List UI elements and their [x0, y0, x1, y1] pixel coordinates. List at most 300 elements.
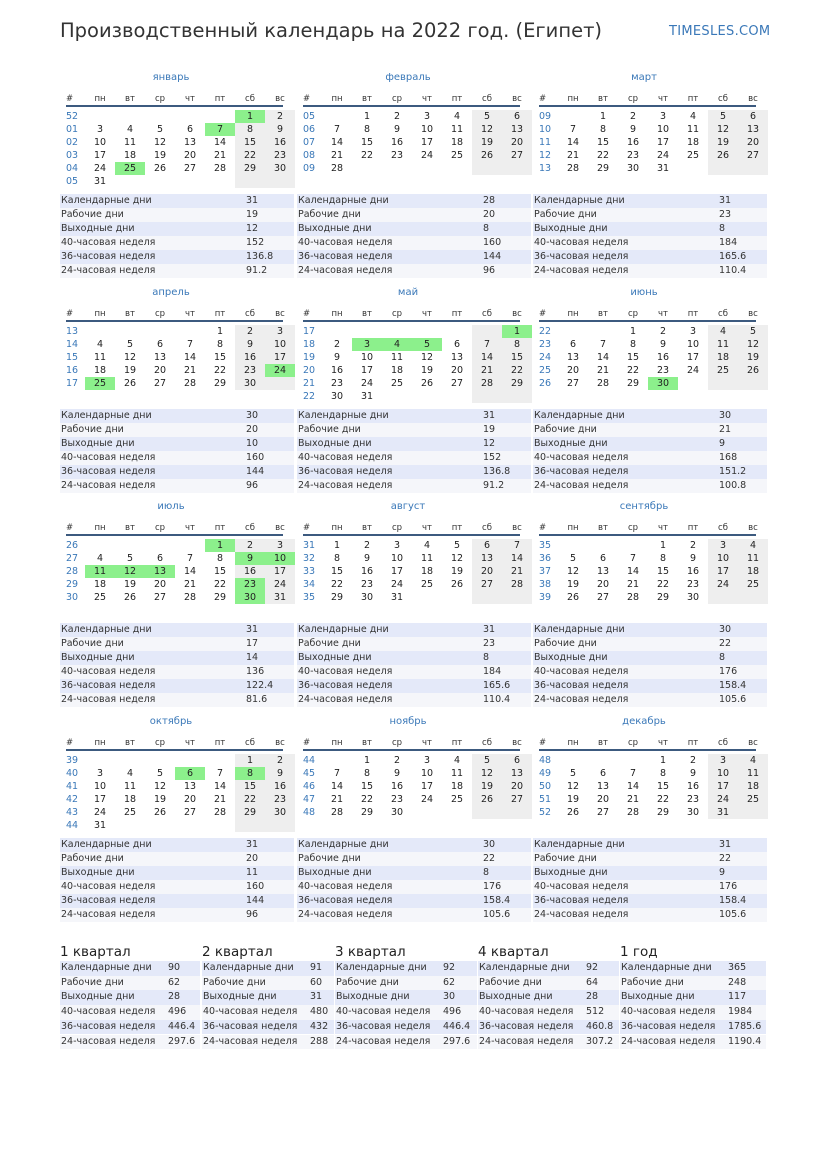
weekday-header: вс: [748, 523, 758, 533]
stat-label: Календарные дни: [298, 624, 389, 635]
day-cell: 5: [569, 768, 577, 779]
quarter-stat-row: [620, 976, 766, 991]
stat-value: 152: [483, 452, 502, 463]
day-cell: 1: [599, 111, 607, 122]
quarter-stat-label: Рабочие дни: [203, 976, 266, 988]
day-cell: 7: [472, 338, 502, 351]
weekday-header: пт: [451, 523, 463, 533]
stat-row: [297, 651, 531, 665]
day-cell: 11: [123, 781, 137, 792]
stat-value: 184: [483, 666, 502, 677]
day-cell: 14: [183, 352, 197, 363]
weekday-header: ср: [154, 523, 166, 533]
day-cell: 22: [656, 794, 670, 805]
quarter-stat-label: 40-часовая неделя: [336, 1006, 431, 1018]
day-cell: 14: [330, 781, 344, 792]
empty-day: [412, 390, 442, 403]
week-row: [539, 754, 756, 767]
month-name: июль: [157, 501, 185, 512]
day-cell: 23: [686, 579, 700, 590]
week-number: 39: [539, 592, 552, 603]
week-number: 17: [303, 326, 316, 337]
day-cell: 2: [265, 754, 295, 767]
weekday-header-row: [303, 93, 520, 107]
weekday-header: вт: [362, 738, 372, 748]
stat-value: 168: [719, 452, 738, 463]
quarter-stat-label: Рабочие дни: [61, 976, 124, 988]
weekday-header: пн: [94, 94, 106, 104]
day-cell: 12: [153, 781, 167, 792]
stat-row: [533, 665, 767, 679]
stat-value: 158.4: [483, 895, 511, 906]
day-cell: 29: [235, 806, 265, 819]
quarter-stat-label: Календарные дни: [61, 962, 152, 973]
day-cell: 25: [738, 793, 768, 806]
week-row: [66, 806, 287, 819]
day-cell: 13: [738, 123, 768, 136]
day-cell: 17: [360, 365, 374, 376]
stat-value: 19: [246, 209, 259, 220]
week-number: 35: [303, 592, 316, 603]
day-cell: 20: [566, 365, 580, 376]
stat-label: Рабочие дни: [298, 853, 361, 864]
day-cell: 28: [626, 807, 640, 818]
quarter-stat-label: 36-часовая неделя: [61, 1020, 156, 1032]
stat-value: 30: [719, 410, 732, 421]
stat-value: 100.8: [719, 480, 747, 491]
week-number-header: #: [303, 309, 311, 319]
weekday-header: ср: [627, 309, 639, 319]
quarter-stat-row: [478, 961, 619, 976]
weekday-header: чт: [422, 309, 432, 319]
stat-value: 20: [246, 424, 259, 435]
week-row: [66, 767, 283, 780]
week-number: 33: [303, 566, 316, 577]
stat-row: [297, 222, 531, 236]
week-row: [303, 325, 520, 338]
weekday-header: ср: [154, 94, 166, 104]
stat-value: 22: [719, 853, 732, 864]
day-cell: 18: [420, 566, 434, 577]
weekday-header: сб: [245, 523, 255, 533]
week-number: 18: [303, 339, 316, 350]
week-number: 05: [303, 111, 316, 122]
month-name: сентябрь: [619, 501, 669, 512]
stat-value: 105.6: [719, 694, 747, 705]
day-cell: 19: [472, 136, 502, 149]
day-cell: 8: [599, 124, 607, 135]
day-cell: 9: [265, 123, 295, 136]
week-number: 47: [303, 794, 316, 805]
empty-day: [412, 162, 442, 175]
stat-row: [60, 409, 294, 423]
week-row: [303, 591, 520, 604]
day-cell: 16: [390, 781, 404, 792]
day-cell: 8: [363, 124, 371, 135]
day-cell: 12: [566, 781, 580, 792]
stat-label: 40-часовая неделя: [534, 452, 629, 463]
empty-day: [382, 325, 412, 338]
week-row: [66, 136, 287, 149]
quarter-stat-label: 40-часовая неделя: [479, 1006, 574, 1018]
day-cell: 31: [360, 391, 374, 402]
empty-day: [205, 175, 235, 188]
day-cell: 3: [708, 539, 738, 552]
day-cell: 16: [360, 566, 374, 577]
stat-row: [533, 637, 767, 651]
weekday-header: пн: [567, 94, 579, 104]
quarter-stat-value: 31: [310, 991, 323, 1003]
empty-day: [442, 591, 472, 604]
day-cell: 16: [390, 137, 404, 148]
day-cell: 19: [708, 136, 738, 149]
weekday-header: ср: [627, 738, 639, 748]
day-cell: 17: [420, 137, 434, 148]
week-row: [303, 806, 520, 819]
day-cell: 6: [156, 553, 164, 564]
stat-value: 30: [719, 624, 732, 635]
weekday-header: пн: [94, 738, 106, 748]
month-name: декабрь: [622, 716, 666, 727]
day-cell: 15: [235, 780, 265, 793]
day-cell: 9: [333, 352, 341, 363]
week-row: [66, 565, 287, 578]
day-cell: 22: [213, 579, 227, 590]
week-number: 07: [303, 137, 316, 148]
empty-day: [738, 806, 768, 819]
day-cell: 29: [656, 592, 670, 603]
day-cell: 7: [333, 768, 341, 779]
day-cell: 8: [216, 553, 224, 564]
quarter-stat-value: 90: [168, 962, 181, 973]
week-row: [66, 539, 283, 552]
day-cell: 25: [390, 378, 404, 389]
stat-row: [297, 894, 531, 908]
day-cell: 3: [393, 540, 401, 551]
stat-row: [60, 250, 294, 264]
day-cell: 16: [235, 565, 265, 578]
stat-label: 24-часовая неделя: [61, 265, 156, 276]
day-cell: 12: [450, 553, 464, 564]
week-number: 12: [539, 150, 552, 161]
stat-label: 40-часовая неделя: [61, 452, 156, 463]
day-cell: 4: [453, 111, 461, 122]
weekday-header: ср: [627, 523, 639, 533]
day-cell: 4: [423, 540, 431, 551]
quarter-stat-row: [60, 1020, 200, 1035]
day-cell: 6: [599, 553, 607, 564]
day-cell: 25: [708, 364, 738, 377]
day-cell: 24: [686, 365, 700, 376]
stat-label: 24-часовая неделя: [61, 909, 156, 920]
quarter-stat-value: 117: [728, 991, 747, 1003]
day-cell: 6: [186, 124, 194, 135]
weekday-header: ср: [391, 94, 403, 104]
stat-label: 40-часовая неделя: [61, 666, 156, 677]
week-number: 10: [539, 124, 552, 135]
stat-label: Выходные дни: [534, 652, 608, 663]
empty-day: [678, 162, 708, 175]
stat-row: [60, 651, 294, 665]
empty-day: [322, 110, 352, 123]
week-number: 36: [539, 553, 552, 564]
stat-value: 105.6: [483, 909, 511, 920]
empty-day: [502, 390, 532, 403]
week-row: [539, 136, 760, 149]
stat-label: 40-часовая неделя: [298, 666, 393, 677]
week-row: [539, 591, 756, 604]
stat-label: Рабочие дни: [61, 209, 124, 220]
day-cell: 20: [502, 136, 532, 149]
day-cell: 18: [93, 579, 107, 590]
day-cell: 2: [333, 339, 341, 350]
day-cell: 4: [689, 111, 697, 122]
empty-day: [175, 819, 205, 832]
week-number: 21: [303, 378, 316, 389]
week-row: [66, 578, 287, 591]
day-cell: 8: [363, 768, 371, 779]
weekday-header: вт: [598, 523, 608, 533]
quarter-stat-value: 1984: [728, 1006, 753, 1018]
empty-day: [265, 819, 295, 832]
day-cell: 28: [330, 807, 344, 818]
day-cell: 31: [93, 176, 107, 187]
day-cell: 3: [96, 768, 104, 779]
day-cell: 20: [472, 565, 502, 578]
day-cell: 16: [330, 365, 344, 376]
weekday-header: пт: [451, 309, 463, 319]
day-cell: 6: [453, 339, 461, 350]
empty-day: [442, 390, 472, 403]
week-row: [539, 351, 760, 364]
holiday-day: 25: [115, 162, 145, 175]
stat-label: 36-часовая неделя: [534, 251, 629, 262]
weekday-header: пт: [687, 309, 699, 319]
day-cell: 26: [472, 149, 502, 162]
stat-value: 176: [483, 881, 502, 892]
week-number: 13: [66, 326, 79, 337]
day-cell: 12: [738, 338, 768, 351]
weekday-header: чт: [658, 523, 668, 533]
empty-day: [115, 754, 145, 767]
week-number: 51: [539, 794, 552, 805]
quarter-stat-row: [335, 976, 477, 991]
quarter-stat-label: Выходные дни: [203, 991, 277, 1003]
week-row: [539, 793, 760, 806]
week-row: [303, 110, 520, 123]
day-cell: 7: [186, 339, 194, 350]
stat-label: Выходные дни: [61, 652, 135, 663]
day-cell: 7: [333, 124, 341, 135]
weekday-header-row: [539, 93, 756, 107]
week-number: 26: [66, 540, 79, 551]
stat-value: 151.2: [719, 466, 747, 477]
empty-day: [175, 325, 205, 338]
day-cell: 11: [420, 553, 434, 564]
day-cell: 3: [96, 124, 104, 135]
stat-label: Рабочие дни: [61, 638, 124, 649]
empty-day: [618, 539, 648, 552]
weekday-header: пн: [567, 738, 579, 748]
week-number: 44: [66, 820, 79, 831]
weekday-header: пн: [567, 523, 579, 533]
day-cell: 9: [393, 768, 401, 779]
weekday-header: чт: [422, 738, 432, 748]
day-cell: 17: [708, 780, 738, 793]
week-row: [66, 780, 287, 793]
weekday-header: ср: [154, 309, 166, 319]
empty-day: [382, 390, 412, 403]
day-cell: 21: [213, 150, 227, 161]
quarter-stat-value: 365: [728, 962, 747, 973]
stat-value: 23: [483, 638, 496, 649]
day-cell: 24: [93, 163, 107, 174]
weekday-header: вс: [275, 523, 285, 533]
holiday-day: 13: [145, 565, 175, 578]
day-cell: 1: [363, 111, 371, 122]
stat-value: 31: [246, 624, 259, 635]
site-link[interactable]: TIMESLES.COM: [669, 24, 771, 39]
week-row: [66, 819, 283, 832]
day-cell: 2: [689, 755, 697, 766]
weekday-header-row: [66, 522, 283, 536]
day-cell: 24: [265, 578, 295, 591]
day-cell: 18: [738, 780, 768, 793]
day-cell: 23: [235, 364, 265, 377]
day-cell: 4: [96, 339, 104, 350]
week-row: [303, 780, 524, 793]
day-cell: 11: [738, 767, 768, 780]
stat-row: [60, 679, 294, 693]
stat-value: 144: [483, 251, 502, 262]
quarter-stat-row: [620, 1005, 766, 1020]
day-cell: 2: [629, 111, 637, 122]
empty-day: [205, 754, 235, 767]
quarter-stat-value: 64: [586, 976, 599, 988]
week-row: [303, 149, 524, 162]
day-cell: 30: [265, 806, 295, 819]
day-cell: 24: [420, 794, 434, 805]
day-cell: 25: [420, 579, 434, 590]
day-cell: 29: [502, 377, 532, 390]
quarter-stat-value: 307.2: [586, 1035, 614, 1047]
stat-row: [533, 409, 767, 423]
day-cell: 12: [566, 566, 580, 577]
weekday-header: вт: [362, 523, 372, 533]
week-row: [539, 123, 760, 136]
week-row: [66, 123, 283, 136]
stat-label: Выходные дни: [298, 867, 372, 878]
quarter-stat-label: Выходные дни: [336, 991, 410, 1003]
day-cell: 4: [738, 754, 768, 767]
day-cell: 31: [93, 820, 107, 831]
stat-value: 31: [483, 410, 496, 421]
stat-label: 40-часовая неделя: [298, 237, 393, 248]
week-number: 35: [539, 540, 552, 551]
day-cell: 31: [265, 591, 295, 604]
day-cell: 21: [213, 794, 227, 805]
stat-row: [533, 236, 767, 250]
weekday-header-row: [66, 93, 283, 107]
stat-value: 8: [483, 223, 490, 234]
day-cell: 24: [708, 578, 738, 591]
quarter-stat-row: [60, 976, 200, 991]
week-number: 26: [539, 378, 552, 389]
stat-value: 96: [246, 480, 259, 491]
empty-day: [175, 539, 205, 552]
stat-row: [297, 665, 531, 679]
day-cell: 22: [596, 150, 610, 161]
empty-day: [442, 325, 472, 338]
day-cell: 7: [186, 553, 194, 564]
week-number: 45: [303, 768, 316, 779]
empty-day: [175, 110, 205, 123]
empty-day: [472, 591, 502, 604]
stat-row: [60, 894, 294, 908]
stat-label: Календарные дни: [298, 410, 389, 421]
stat-row: [60, 665, 294, 679]
week-number: 52: [66, 111, 79, 122]
quarter-stat-row: [60, 961, 200, 976]
quarter-stat-row: [478, 1020, 619, 1035]
day-cell: 19: [566, 579, 580, 590]
empty-day: [588, 325, 618, 338]
day-cell: 8: [333, 553, 341, 564]
stat-label: 24-часовая неделя: [298, 694, 393, 705]
empty-day: [502, 162, 532, 175]
week-row: [66, 552, 287, 565]
day-cell: 28: [596, 378, 610, 389]
day-cell: 22: [235, 793, 265, 806]
quarter-stat-label: Календарные дни: [203, 962, 294, 973]
day-cell: 10: [93, 781, 107, 792]
stat-value: 31: [719, 195, 732, 206]
day-cell: 4: [126, 124, 134, 135]
day-cell: 19: [153, 794, 167, 805]
week-row: [539, 149, 760, 162]
day-cell: 12: [123, 352, 137, 363]
stat-value: 122.4: [246, 680, 274, 691]
day-cell: 16: [626, 137, 640, 148]
week-row: [303, 754, 520, 767]
stat-value: 9: [719, 438, 726, 449]
day-cell: 29: [330, 592, 344, 603]
stat-label: Выходные дни: [61, 867, 135, 878]
day-cell: 24: [420, 150, 434, 161]
stat-row: [533, 679, 767, 693]
stat-row: [533, 651, 767, 665]
day-cell: 29: [626, 378, 640, 389]
day-cell: 27: [153, 378, 167, 389]
empty-day: [352, 325, 382, 338]
day-cell: 13: [183, 781, 197, 792]
stat-label: Выходные дни: [61, 438, 135, 449]
month-name: ноябрь: [389, 716, 427, 727]
stat-value: 21: [719, 424, 732, 435]
stat-label: 36-часовая неделя: [534, 680, 629, 691]
quarter-stat-value: 28: [586, 991, 599, 1003]
empty-day: [205, 110, 235, 123]
weekday-header: вт: [362, 309, 372, 319]
day-cell: 9: [689, 768, 697, 779]
week-number: 27: [66, 553, 79, 564]
day-cell: 20: [183, 150, 197, 161]
day-cell: 14: [502, 552, 532, 565]
week-row: [66, 175, 283, 188]
day-cell: 13: [153, 352, 167, 363]
empty-day: [115, 819, 145, 832]
quarter-stat-label: 36-часовая неделя: [336, 1020, 431, 1032]
